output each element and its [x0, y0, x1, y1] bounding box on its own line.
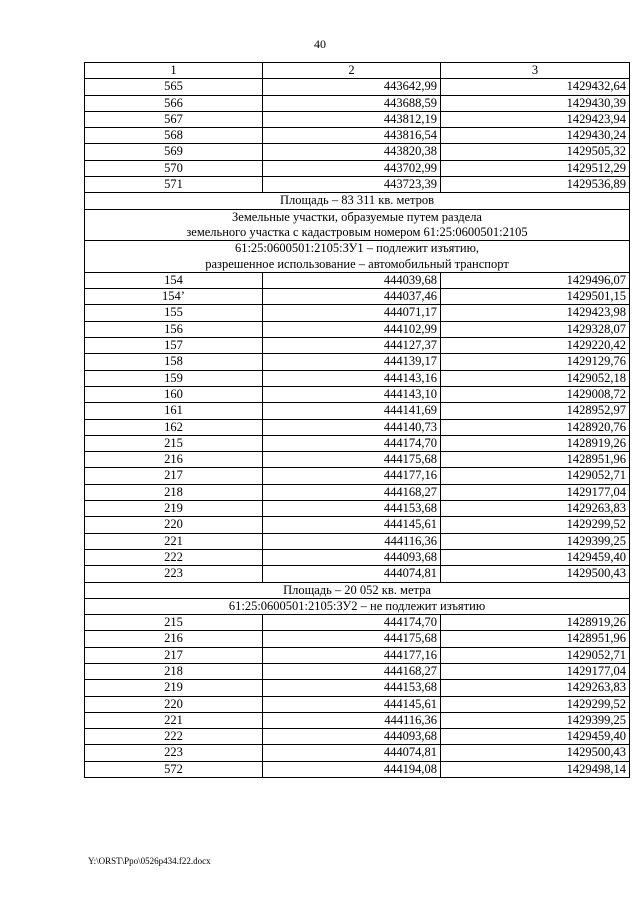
y-coordinate-cell: 1429399,25: [441, 533, 630, 549]
x-coordinate-cell: 443816,54: [263, 128, 441, 144]
table-row: [85, 111, 630, 127]
section-caption-line: разрешенное использование – автомобильный транспорт: [205, 256, 509, 271]
point-number-cell: 219: [85, 680, 263, 696]
y-coordinate-cell: 1429432,64: [441, 79, 630, 95]
section-caption-cell: [85, 193, 630, 209]
x-coordinate-cell: 444168,27: [263, 484, 441, 500]
table-row: [85, 729, 630, 745]
y-coordinate-cell: 1429052,71: [441, 468, 630, 484]
footer-file-path: Y:\ORST\Ppo\0526p434.f22.docx: [88, 856, 211, 866]
section-caption-cell: [85, 241, 630, 273]
section-caption-cell: [85, 209, 630, 241]
table-row: [85, 631, 630, 647]
x-coordinate-cell: 444194,08: [263, 761, 441, 777]
table-row: [85, 484, 630, 500]
table-row: [85, 517, 630, 533]
x-coordinate-cell: 444145,61: [263, 696, 441, 712]
x-coordinate-cell: 444116,36: [263, 533, 441, 549]
table-row: [85, 370, 630, 386]
point-number-cell: 155: [85, 305, 263, 321]
coordinates-table: [84, 62, 630, 778]
section-caption-line: земельного участка с кадастровым номером 61:25:0600501:2105: [186, 224, 528, 239]
table-row: [85, 452, 630, 468]
point-number-cell: 216: [85, 452, 263, 468]
y-coordinate-cell: 1429430,39: [441, 95, 630, 111]
point-number-cell: 220: [85, 517, 263, 533]
y-coordinate-cell: 1429299,52: [441, 696, 630, 712]
point-number-cell: 568: [85, 128, 263, 144]
table-row: [85, 745, 630, 761]
point-number-cell: 215: [85, 615, 263, 631]
table-row: [85, 468, 630, 484]
y-coordinate-cell: 1429052,71: [441, 647, 630, 663]
y-coordinate-cell: 1429399,25: [441, 712, 630, 728]
table-row: [85, 128, 630, 144]
page-number: 40: [314, 37, 326, 51]
y-coordinate-cell: 1429328,07: [441, 321, 630, 337]
point-number-cell: 571: [85, 177, 263, 193]
x-coordinate-cell: 444175,68: [263, 631, 441, 647]
point-number-cell: 222: [85, 729, 263, 745]
table-row: [85, 761, 630, 777]
table-row: [85, 354, 630, 370]
x-coordinate-cell: 444039,68: [263, 272, 441, 288]
table-row: [85, 289, 630, 305]
y-coordinate-cell: 1429177,04: [441, 663, 630, 679]
table-row: [85, 549, 630, 565]
y-coordinate-cell: 1429496,07: [441, 272, 630, 288]
table-row: [85, 403, 630, 419]
y-coordinate-cell: 1429177,04: [441, 484, 630, 500]
table-header-row: [85, 63, 630, 79]
x-coordinate-cell: 444074,81: [263, 566, 441, 582]
y-coordinate-cell: 1429008,72: [441, 386, 630, 402]
table-row: [85, 712, 630, 728]
section-caption-row: [85, 582, 630, 598]
point-number-cell: 565: [85, 79, 263, 95]
x-coordinate-cell: 444177,16: [263, 468, 441, 484]
point-number-cell: 566: [85, 95, 263, 111]
point-number-cell: 218: [85, 484, 263, 500]
y-coordinate-cell: 1429220,42: [441, 338, 630, 354]
y-coordinate-cell: 1429263,83: [441, 680, 630, 696]
header-cell-x: 2: [263, 63, 441, 79]
table-row: [85, 79, 630, 95]
point-number-cell: 222: [85, 549, 263, 565]
table-row: [85, 566, 630, 582]
x-coordinate-cell: 444174,70: [263, 435, 441, 451]
point-number-cell: 223: [85, 566, 263, 582]
table-row: [85, 533, 630, 549]
x-coordinate-cell: 444116,36: [263, 712, 441, 728]
point-number-cell: 221: [85, 533, 263, 549]
y-coordinate-cell: 1428952,97: [441, 403, 630, 419]
y-coordinate-cell: 1429423,98: [441, 305, 630, 321]
point-number-cell: 217: [85, 468, 263, 484]
section-caption-row: [85, 193, 630, 209]
point-number-cell: 223: [85, 745, 263, 761]
section-caption-row: [85, 241, 630, 273]
table-row: [85, 321, 630, 337]
x-coordinate-cell: 443688,59: [263, 95, 441, 111]
point-number-cell: 569: [85, 144, 263, 160]
section-caption-cell: [85, 582, 630, 598]
x-coordinate-cell: 444093,68: [263, 549, 441, 565]
x-coordinate-cell: 444177,16: [263, 647, 441, 663]
table-row: [85, 615, 630, 631]
section-caption-cell: [85, 598, 630, 614]
x-coordinate-cell: 444037,46: [263, 289, 441, 305]
y-coordinate-cell: 1429512,29: [441, 160, 630, 176]
table-row: [85, 144, 630, 160]
x-coordinate-cell: 444153,68: [263, 680, 441, 696]
y-coordinate-cell: 1429500,43: [441, 745, 630, 761]
point-number-cell: 158: [85, 354, 263, 370]
y-coordinate-cell: 1429129,76: [441, 354, 630, 370]
x-coordinate-cell: 444141,69: [263, 403, 441, 419]
point-number-cell: 217: [85, 647, 263, 663]
y-coordinate-cell: 1428951,96: [441, 452, 630, 468]
x-coordinate-cell: 443642,99: [263, 79, 441, 95]
y-coordinate-cell: 1429536,89: [441, 177, 630, 193]
x-coordinate-cell: 444145,61: [263, 517, 441, 533]
point-number-cell: 215: [85, 435, 263, 451]
point-number-cell: 216: [85, 631, 263, 647]
point-number-cell: 154: [85, 272, 263, 288]
point-number-cell: 220: [85, 696, 263, 712]
point-number-cell: 567: [85, 111, 263, 127]
point-number-cell: 572: [85, 761, 263, 777]
y-coordinate-cell: 1429498,14: [441, 761, 630, 777]
x-coordinate-cell: 443702,99: [263, 160, 441, 176]
y-coordinate-cell: 1429423,94: [441, 111, 630, 127]
section-caption-line: 61:25:0600501:2105:ЗУ1 – подлежит изъятию,: [234, 241, 480, 256]
point-number-cell: 218: [85, 663, 263, 679]
table-row: [85, 501, 630, 517]
y-coordinate-cell: 1429299,52: [441, 517, 630, 533]
table-row: [85, 435, 630, 451]
header-cell-point: 1: [85, 63, 263, 79]
table-row: [85, 663, 630, 679]
section-caption-row: [85, 209, 630, 241]
table-row: [85, 177, 630, 193]
section-caption-line: Площадь – 83 311 кв. метров: [280, 193, 434, 208]
table-row: [85, 386, 630, 402]
table-row: [85, 338, 630, 354]
table-row: [85, 95, 630, 111]
x-coordinate-cell: 443812,19: [263, 111, 441, 127]
point-number-cell: 157: [85, 338, 263, 354]
section-caption-line: 61:25:0600501:2105:ЗУ2 – не подлежит изъятию: [228, 598, 486, 613]
x-coordinate-cell: 444168,27: [263, 663, 441, 679]
point-number-cell: 221: [85, 712, 263, 728]
y-coordinate-cell: 1429430,24: [441, 128, 630, 144]
point-number-cell: 570: [85, 160, 263, 176]
table-row: [85, 696, 630, 712]
x-coordinate-cell: 444143,10: [263, 386, 441, 402]
y-coordinate-cell: 1428919,26: [441, 615, 630, 631]
x-coordinate-cell: 444153,68: [263, 501, 441, 517]
table-body: [85, 79, 630, 778]
section-caption-row: [85, 598, 630, 614]
point-number-cell: 156: [85, 321, 263, 337]
table-row: [85, 419, 630, 435]
x-coordinate-cell: 444102,99: [263, 321, 441, 337]
x-coordinate-cell: 444175,68: [263, 452, 441, 468]
table-row: [85, 680, 630, 696]
y-coordinate-cell: 1429500,43: [441, 566, 630, 582]
x-coordinate-cell: 444174,70: [263, 615, 441, 631]
point-number-cell: 160: [85, 386, 263, 402]
y-coordinate-cell: 1429505,32: [441, 144, 630, 160]
table-row: [85, 305, 630, 321]
header-cell-y: 3: [441, 63, 630, 79]
point-number-cell: 154’: [85, 289, 263, 305]
y-coordinate-cell: 1429459,40: [441, 549, 630, 565]
point-number-cell: 161: [85, 403, 263, 419]
y-coordinate-cell: 1429263,83: [441, 501, 630, 517]
x-coordinate-cell: 444127,37: [263, 338, 441, 354]
section-caption-line: Площадь – 20 052 кв. метра: [283, 582, 431, 597]
y-coordinate-cell: 1429501,15: [441, 289, 630, 305]
x-coordinate-cell: 444071,17: [263, 305, 441, 321]
x-coordinate-cell: 443723,39: [263, 177, 441, 193]
point-number-cell: 159: [85, 370, 263, 386]
x-coordinate-cell: 444093,68: [263, 729, 441, 745]
x-coordinate-cell: 444074,81: [263, 745, 441, 761]
table-row: [85, 647, 630, 663]
y-coordinate-cell: 1429052,18: [441, 370, 630, 386]
section-caption-line: Земельные участки, образуемые путем раздела: [232, 209, 482, 224]
y-coordinate-cell: 1428920,76: [441, 419, 630, 435]
x-coordinate-cell: 444143,16: [263, 370, 441, 386]
x-coordinate-cell: 444139,17: [263, 354, 441, 370]
table-row: [85, 160, 630, 176]
table-row: [85, 272, 630, 288]
x-coordinate-cell: 443820,38: [263, 144, 441, 160]
y-coordinate-cell: 1428951,96: [441, 631, 630, 647]
y-coordinate-cell: 1429459,40: [441, 729, 630, 745]
y-coordinate-cell: 1428919,26: [441, 435, 630, 451]
x-coordinate-cell: 444140,73: [263, 419, 441, 435]
point-number-cell: 219: [85, 501, 263, 517]
point-number-cell: 162: [85, 419, 263, 435]
